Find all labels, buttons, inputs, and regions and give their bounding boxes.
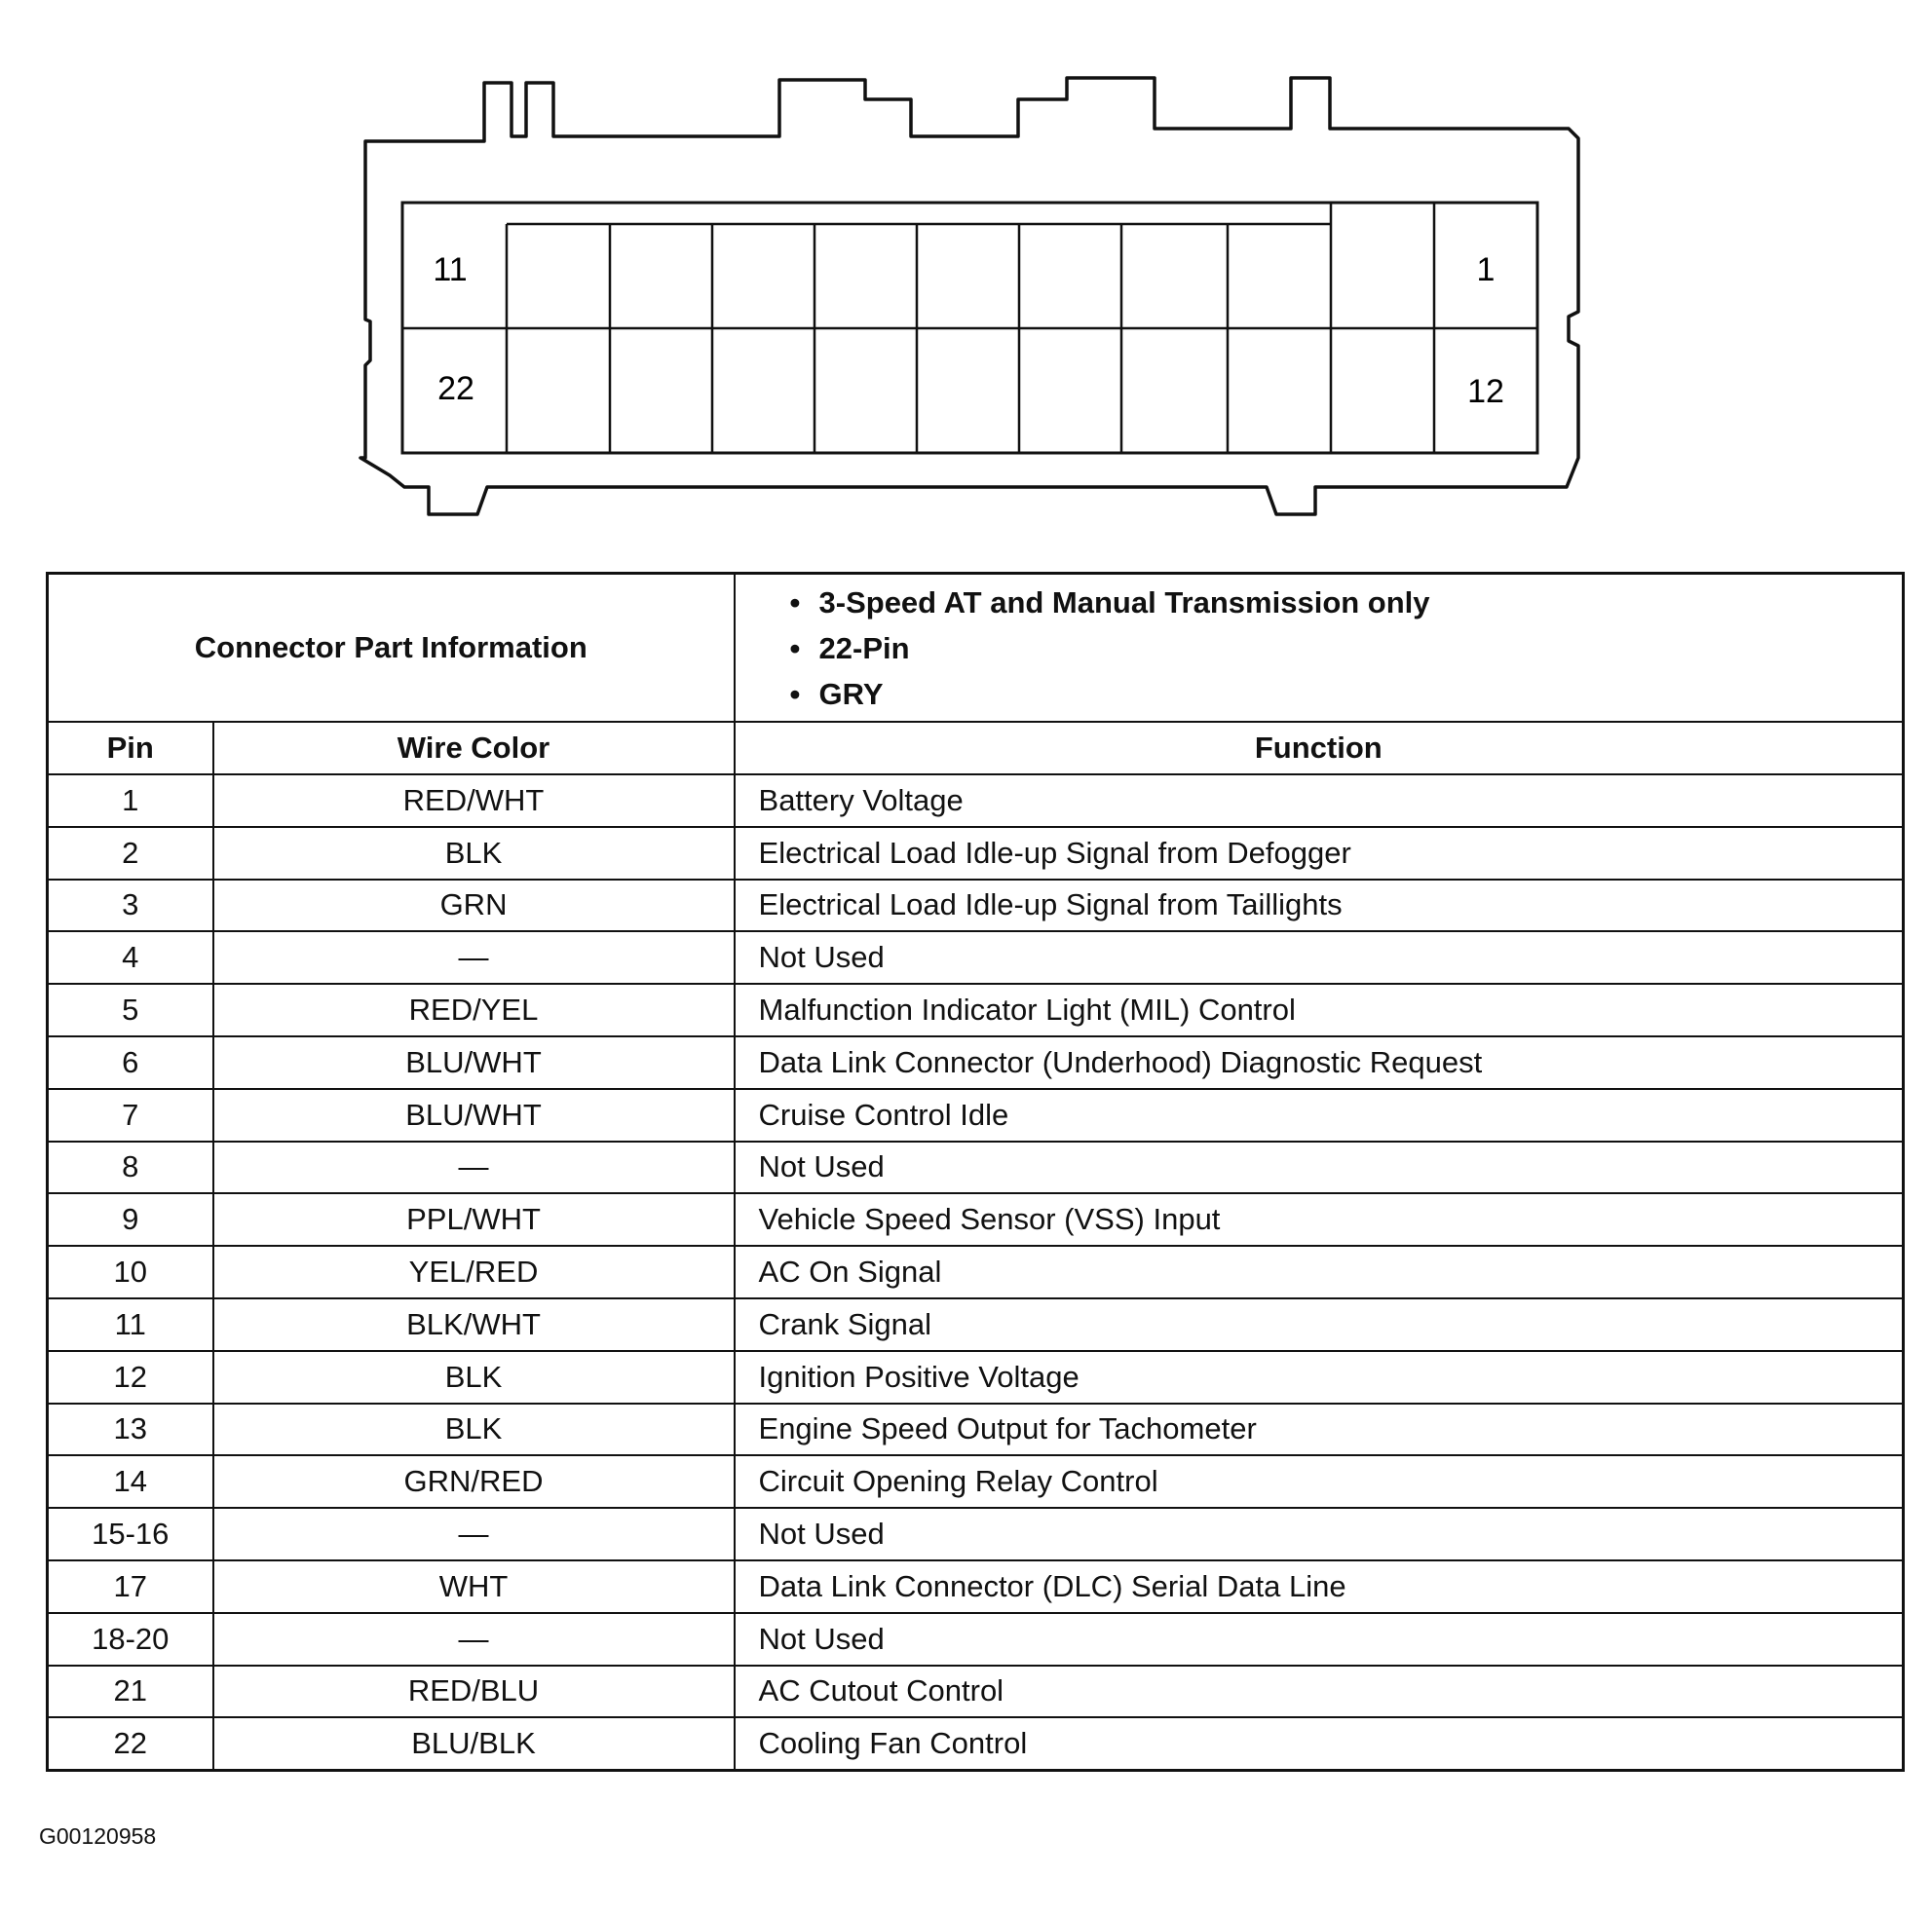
wire-color-cell: BLU/WHT xyxy=(213,1036,735,1089)
pin-cell: 11 xyxy=(48,1298,213,1351)
function-cell: Battery Voltage xyxy=(735,774,1904,827)
wire-color-cell: BLU/WHT xyxy=(213,1089,735,1142)
pin-cell: 22 xyxy=(48,1717,213,1770)
info-pin-count: • 22-Pin xyxy=(790,625,1903,671)
function-cell: AC On Signal xyxy=(735,1246,1904,1298)
pin-cell: 2 xyxy=(48,827,213,880)
wire-color-cell: — xyxy=(213,1142,735,1194)
pin-cell: 1 xyxy=(48,774,213,827)
table-row xyxy=(48,1404,1904,1456)
wire-color-cell: BLK xyxy=(213,1404,735,1456)
pin-cell: 8 xyxy=(48,1142,213,1194)
pin-cell: 21 xyxy=(48,1666,213,1718)
table-row xyxy=(48,1717,1904,1770)
function-cell: Data Link Connector (Underhood) Diagnostic Request xyxy=(735,1036,1904,1089)
pin-cell: 6 xyxy=(48,1036,213,1089)
function-cell: Malfunction Indicator Light (MIL) Control xyxy=(735,984,1904,1036)
wire-color-cell: YEL/RED xyxy=(213,1246,735,1298)
header-function: Function xyxy=(735,722,1904,774)
function-cell: Not Used xyxy=(735,931,1904,984)
wire-color-cell: GRN/RED xyxy=(213,1455,735,1508)
table-row xyxy=(48,1246,1904,1298)
table-row xyxy=(48,774,1904,827)
pin-cell: 13 xyxy=(48,1404,213,1456)
pin-grid xyxy=(402,203,1537,453)
pin-rows xyxy=(48,774,1904,1771)
info-transmission: • 3-Speed AT and Manual Transmission only xyxy=(790,580,1903,625)
pin-label-22: 22 xyxy=(437,370,474,407)
pin-cell: 12 xyxy=(48,1351,213,1404)
function-cell: Engine Speed Output for Tachometer xyxy=(735,1404,1904,1456)
table-row xyxy=(48,1089,1904,1142)
pin-cell: 14 xyxy=(48,1455,213,1508)
wire-color-cell: BLK xyxy=(213,827,735,880)
wire-color-cell: BLU/BLK xyxy=(213,1717,735,1770)
wire-color-cell: — xyxy=(213,931,735,984)
header-pin: Pin xyxy=(48,722,213,774)
connector-info-details xyxy=(735,574,1904,723)
pin-cell: 4 xyxy=(48,931,213,984)
wire-color-cell: — xyxy=(213,1613,735,1666)
function-cell: Electrical Load Idle-up Signal from Defogger xyxy=(735,827,1904,880)
wire-color-cell: WHT xyxy=(213,1560,735,1613)
function-cell: Circuit Opening Relay Control xyxy=(735,1455,1904,1508)
connector-part-information-label: Connector Part Information xyxy=(48,574,735,723)
pin-cell: 9 xyxy=(48,1193,213,1246)
wire-color-cell: RED/BLU xyxy=(213,1666,735,1718)
table-row xyxy=(48,1298,1904,1351)
wire-color-cell: GRN xyxy=(213,880,735,932)
table-row xyxy=(48,1666,1904,1718)
connector-info-list xyxy=(736,580,1903,717)
function-cell: Data Link Connector (DLC) Serial Data Line xyxy=(735,1560,1904,1613)
function-cell: Vehicle Speed Sensor (VSS) Input xyxy=(735,1193,1904,1246)
pin-cell: 18-20 xyxy=(48,1613,213,1666)
pin-function-table xyxy=(46,572,1905,1772)
table-row xyxy=(48,1560,1904,1613)
table-row xyxy=(48,1613,1904,1666)
table-row xyxy=(48,1455,1904,1508)
pin-cell: 7 xyxy=(48,1089,213,1142)
pin-cell: 15-16 xyxy=(48,1508,213,1560)
table-row xyxy=(48,984,1904,1036)
connector-housing xyxy=(360,78,1578,514)
info-color: • GRY xyxy=(790,671,1903,717)
wire-color-cell: — xyxy=(213,1508,735,1560)
function-cell: Electrical Load Idle-up Signal from Taillights xyxy=(735,880,1904,932)
wire-color-cell: PPL/WHT xyxy=(213,1193,735,1246)
pin-cell: 17 xyxy=(48,1560,213,1613)
figure-id: G00120958 xyxy=(39,1823,157,1849)
table-row xyxy=(48,1193,1904,1246)
function-cell: Not Used xyxy=(735,1508,1904,1560)
table-row xyxy=(48,1142,1904,1194)
function-cell: Not Used xyxy=(735,1613,1904,1666)
wire-color-cell: RED/YEL xyxy=(213,984,735,1036)
function-cell: AC Cutout Control xyxy=(735,1666,1904,1718)
function-cell: Crank Signal xyxy=(735,1298,1904,1351)
table-row xyxy=(48,880,1904,932)
pin-label-11: 11 xyxy=(433,251,468,288)
pin-cell: 10 xyxy=(48,1246,213,1298)
pin-label-12: 12 xyxy=(1467,373,1504,410)
table-row xyxy=(48,1508,1904,1560)
pin-label-1: 1 xyxy=(1476,251,1496,288)
function-cell: Not Used xyxy=(735,1142,1904,1194)
table-header-row xyxy=(48,722,1904,774)
table-row xyxy=(48,931,1904,984)
wire-color-cell: RED/WHT xyxy=(213,774,735,827)
connector-info-row xyxy=(48,574,1904,723)
table-row xyxy=(48,827,1904,880)
function-cell: Cooling Fan Control xyxy=(735,1717,1904,1770)
connector-diagram xyxy=(0,0,1932,545)
table-row xyxy=(48,1036,1904,1089)
function-cell: Ignition Positive Voltage xyxy=(735,1351,1904,1404)
wire-color-cell: BLK/WHT xyxy=(213,1298,735,1351)
wire-color-cell: BLK xyxy=(213,1351,735,1404)
header-wire-color: Wire Color xyxy=(213,722,735,774)
function-cell: Cruise Control Idle xyxy=(735,1089,1904,1142)
table-row xyxy=(48,1351,1904,1404)
pin-cell: 5 xyxy=(48,984,213,1036)
pin-cell: 3 xyxy=(48,880,213,932)
